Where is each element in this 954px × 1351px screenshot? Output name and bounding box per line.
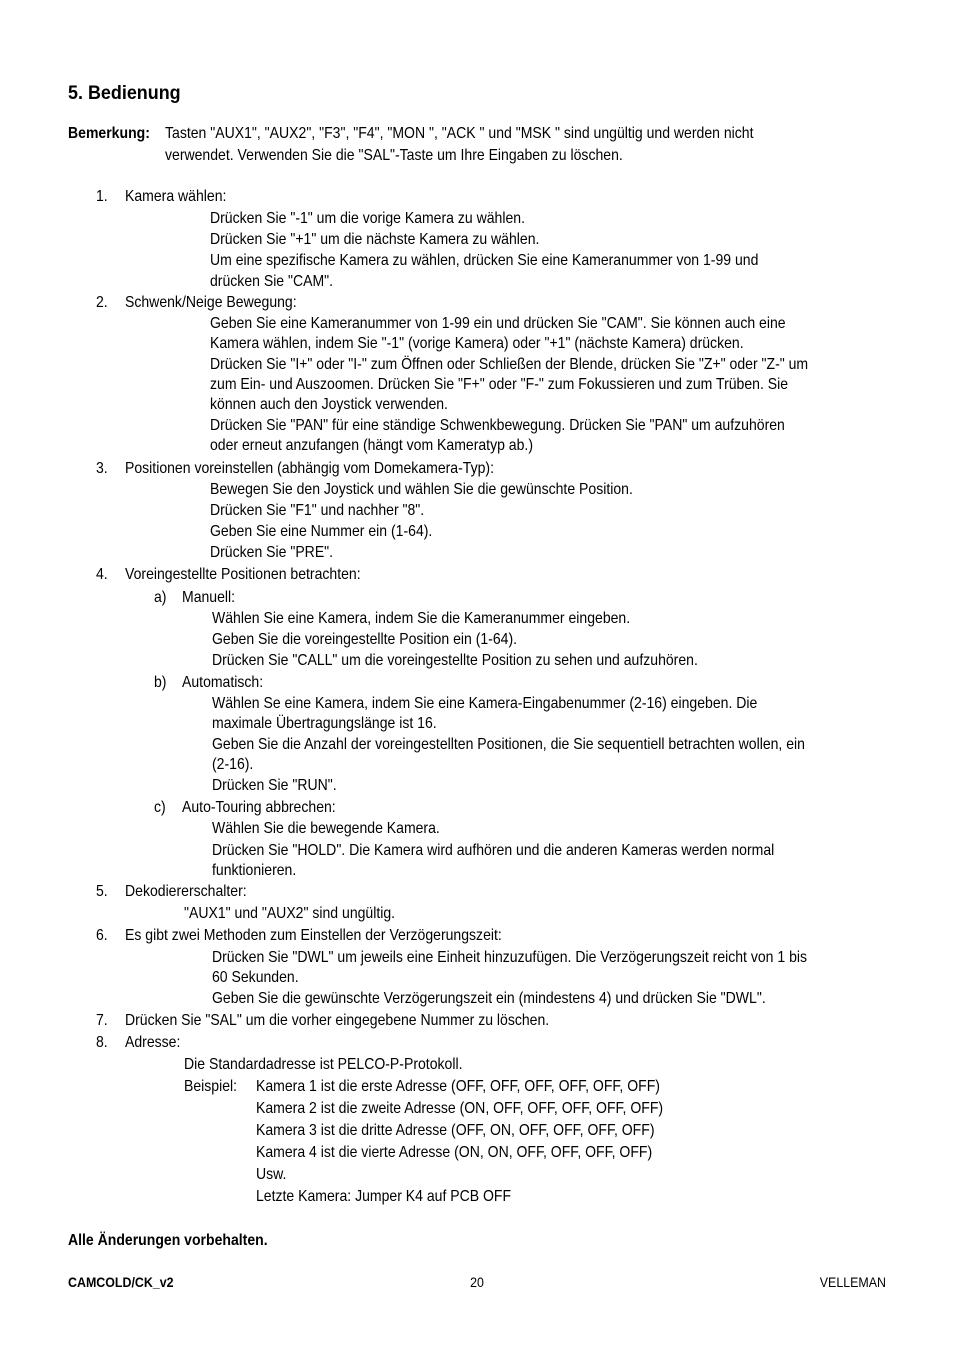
list-item-title: Es gibt zwei Methoden zum Einstellen der Verzögerungszeit: [125,927,502,944]
list-item-line: Geben Sie die gewünschte Verzögerungszeit ein (mindestens 4) und drücken Sie "DWL". [212,990,766,1007]
list-item-title: Drücken Sie "SAL" um die vorher eingegebene Nummer zu löschen. [125,1012,550,1029]
section-heading: 5. Bedienung [68,82,181,104]
list-item-title: Adresse: [125,1034,181,1051]
list-item-line: Um eine spezifische Kamera zu wählen, drücken Sie eine Kameranummer von 1-99 und [210,252,759,269]
list-item-line: Bewegen Sie den Joystick und wählen Sie die gewünschte Position. [210,481,633,498]
example-line: Kamera 4 ist die vierte Adresse (ON, ON, OFF, OFF, OFF, OFF) [256,1144,653,1161]
list-number: 7. [96,1012,108,1029]
list-item-line: Drücken Sie "DWL" um jeweils eine Einheit hinzuzufügen. Die Verzögerungszeit reicht von 1 bis [212,949,808,966]
list-item-title: Positionen voreinstellen (abhängig vom Domekamera-Typ): [125,460,494,477]
example-line: Kamera 3 ist die dritte Adresse (OFF, ON, OFF, OFF, OFF, OFF) [256,1122,655,1139]
sublist-line: Wählen Sie eine Kamera, indem Sie die Kameranummer eingeben. [212,610,631,627]
list-item-line: zum Ein- und Auszoomen. Drücken Sie "F+" oder "F-" zum Fokussieren und zum Trüben. Sie [210,376,789,393]
list-item-line: Drücken Sie "I+" oder "I-" zum Öffnen oder Schließen der Blende, drücken Sie "Z+" oder "Z-" um [210,356,809,373]
sublist-line: Wählen Sie die bewegende Kamera. [212,820,440,837]
sublist-letter: a) [154,589,167,606]
sublist-line: Drücken Sie "CALL" um die voreingestellte Position zu sehen und aufzuhören. [212,652,698,669]
sublist-letter: b) [154,674,167,691]
list-number: 5. [96,883,108,900]
list-item-line: Drücken Sie "+1" um die nächste Kamera zu wählen. [210,231,540,248]
list-number: 1. [96,188,108,205]
list-item-title: Voreingestellte Positionen betrachten: [125,566,361,583]
list-item-line: Die Standardadresse ist PELCO-P-Protokoll. [184,1056,463,1073]
list-item-line: Geben Sie eine Nummer ein (1-64). [210,523,433,540]
list-number: 8. [96,1034,108,1051]
sublist-letter: c) [154,799,166,816]
list-item-line: oder erneut anzufangen (hängt vom Kameratyp ab.) [210,437,534,454]
note-line: verwendet. Verwenden Sie die "SAL"-Taste um Ihre Eingaben zu löschen. [165,147,623,164]
example-label: Beispiel: [184,1078,238,1095]
footer-page-number: 20 [470,1275,484,1290]
list-item-line: 60 Sekunden. [212,969,299,986]
footer-document-id: CAMCOLD/CK_v2 [68,1275,174,1290]
list-item-line: Drücken Sie "PAN" für eine ständige Schwenkbewegung. Drücken Sie "PAN" um aufzuhören [210,417,785,434]
list-item-line: können auch den Joystick verwenden. [210,396,448,413]
list-item-line: Geben Sie eine Kameranummer von 1-99 ein und drücken Sie "CAM". Sie können auch eine [210,315,786,332]
sublist-line: funktionieren. [212,862,297,879]
sublist-title: Automatisch: [182,674,264,691]
sublist-line: Drücken Sie "RUN". [212,777,337,794]
list-item-title: Kamera wählen: [125,188,227,205]
footer-brand: VELLEMAN [819,1275,886,1290]
list-item-line: Drücken Sie "F1" und nachher "8". [210,502,425,519]
sublist-line: Geben Sie die Anzahl der voreingestellten Positionen, die Sie sequentiell betrachten wollen, ein [212,736,805,753]
note-label: Bemerkung: [68,125,150,142]
example-line: Kamera 1 ist die erste Adresse (OFF, OFF, OFF, OFF, OFF, OFF) [256,1078,660,1095]
sublist-line: Wählen Se eine Kamera, indem Sie eine Kamera-Eingabenummer (2-16) eingeben. Die [212,695,758,712]
list-item-line: drücken Sie "CAM". [210,273,334,290]
sublist-title: Auto-Touring abbrechen: [182,799,336,816]
list-number: 4. [96,566,108,583]
list-number: 6. [96,927,108,944]
sublist-line: maximale Übertragungslänge ist 16. [212,715,437,732]
list-number: 2. [96,294,108,311]
list-item-line: Drücken Sie "PRE". [210,544,334,561]
sublist-title: Manuell: [182,589,236,606]
list-item-title: Dekodiererschalter: [125,883,247,900]
list-item-line: Kamera wählen, indem Sie "-1" (vorige Kamera) oder "+1" (nächste Kamera) drücken. [210,335,744,352]
sublist-line: Geben Sie die voreingestellte Position ein (1-64). [212,631,518,648]
example-line: Kamera 2 ist die zweite Adresse (ON, OFF, OFF, OFF, OFF, OFF) [256,1100,664,1117]
closing-note: Alle Änderungen vorbehalten. [68,1232,268,1249]
list-item-line: "AUX1" und "AUX2" sind ungültig. [184,905,396,922]
list-item-line: Drücken Sie "-1" um die vorige Kamera zu wählen. [210,210,525,227]
example-line: Letzte Kamera: Jumper K4 auf PCB OFF [256,1188,512,1205]
example-line: Usw. [256,1166,287,1183]
sublist-line: (2-16). [212,756,254,773]
note-line: Tasten "AUX1", "AUX2", "F3", "F4", "MON ", "ACK " und "MSK " sind ungültig und werden nicht [165,125,754,142]
list-number: 3. [96,460,108,477]
list-item-title: Schwenk/Neige Bewegung: [125,294,297,311]
sublist-line: Drücken Sie "HOLD". Die Kamera wird aufhören und die anderen Kameras werden normal [212,842,775,859]
